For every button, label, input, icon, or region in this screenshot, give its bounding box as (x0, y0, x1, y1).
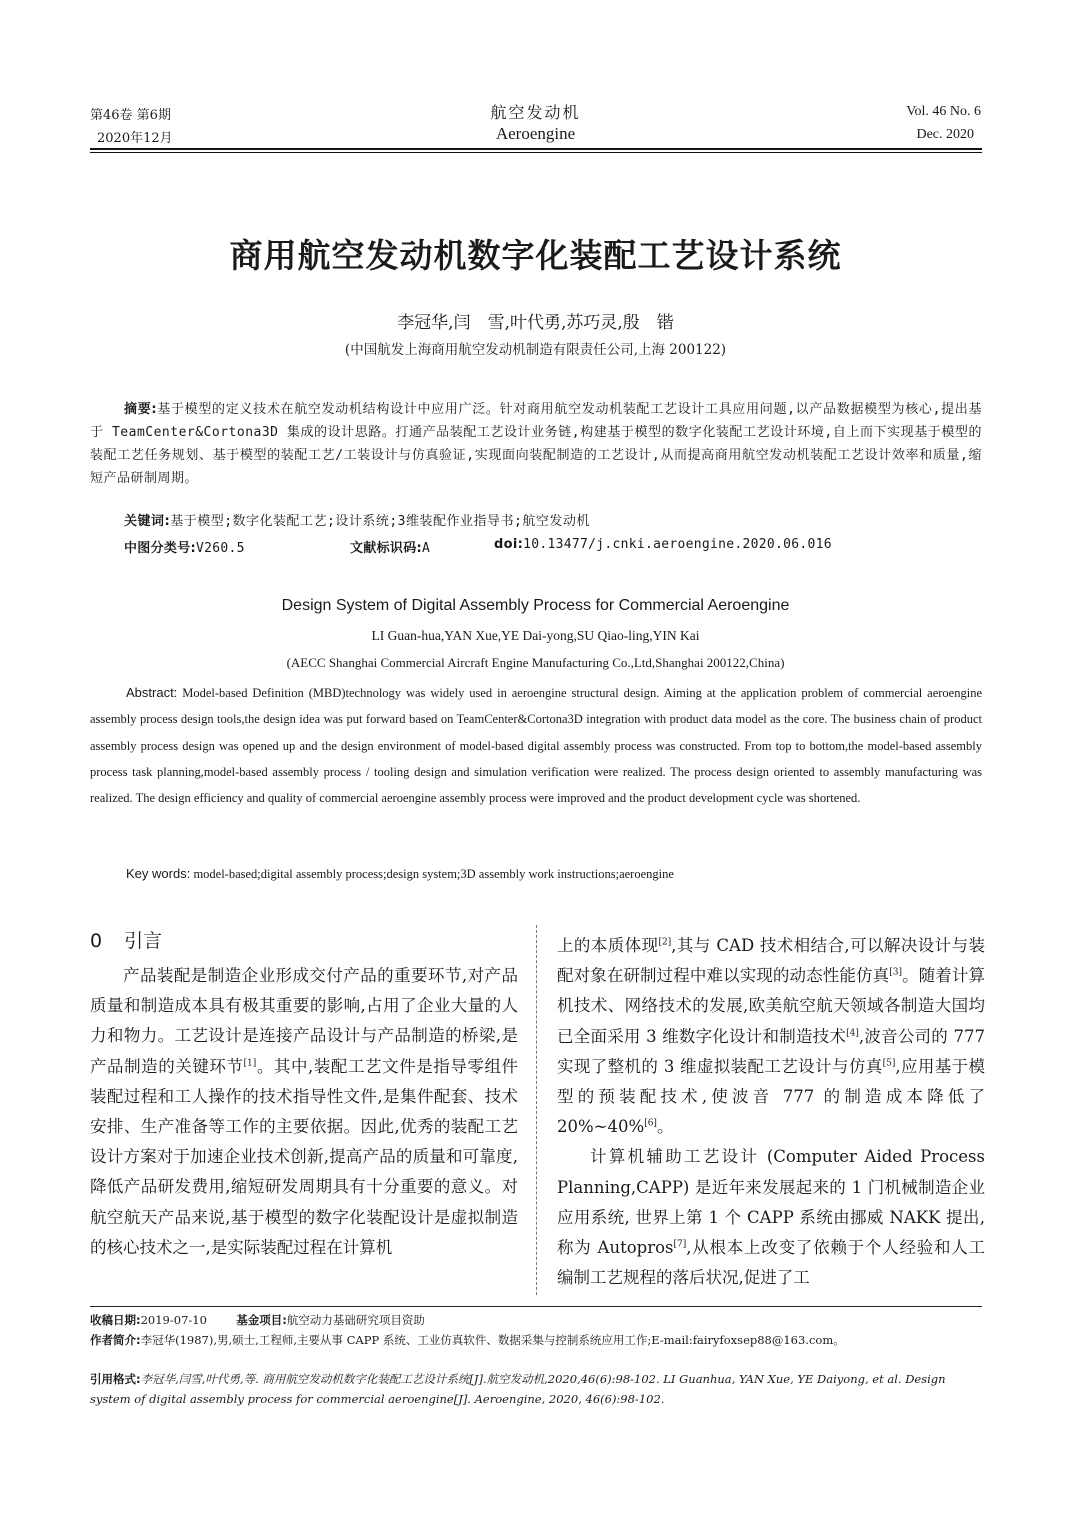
received-value: 2019-07-10 (140, 1313, 207, 1327)
section-number: 0 (90, 930, 103, 952)
journal-volume-issue: 第46卷 第6期 (90, 108, 171, 123)
footnote-citation (90, 1369, 982, 1409)
footnote-rule (90, 1306, 982, 1307)
journal-date-en: Dec. 2020 (916, 127, 974, 142)
author-affiliation: (中国航发上海商用航空发动机制造有限责任公司,上海 200122) (344, 342, 727, 358)
paragraph-text: ,其与 CAD 技术相结合,可以解决设计与装配对象在研制过程中难以实现的动态性能仿真 (557, 936, 985, 986)
clc-label: 中图分类号: (124, 541, 196, 556)
citation-format-label: 引用格式: (90, 1372, 141, 1386)
doc-code (350, 537, 430, 556)
keywords-cn-label: 关键词: (124, 514, 171, 529)
citation: [3] (889, 967, 902, 978)
keywords-cn (124, 510, 590, 529)
left-column (90, 961, 518, 1263)
paragraph-text: ,应用基于模型的预装配技术,使波音 777 的制造成本降低了 20%~40% (557, 1056, 985, 1137)
paragraph-text: 计算机辅助工艺设计 (Computer Aided Process Planning,CAPP) 是近年来发展起来的 1 门机械制造企业应用系统, 世界上第 1 个 CAPP 系统由挪威 NAKK 提出,称为 Autopros (557, 1147, 985, 1258)
author-bio-value: 李冠华(1987),男,硕士,工程师,主要从事 CAPP 系统、工业仿真软件、数据采集与控制系统应用工作;E-mail:fairyfoxsep88@163.com。 (140, 1333, 845, 1347)
citation: [6] (644, 1118, 657, 1129)
right-column (557, 931, 985, 1293)
section-title: 引言 (124, 930, 163, 952)
abstract-en-label: Abstract: (126, 685, 178, 700)
abstract-cn-label: 摘要: (124, 402, 158, 417)
keywords-en (126, 866, 674, 882)
paper-title: 商用航空发动机数字化装配工艺设计系统 (229, 236, 842, 275)
abstract-cn (90, 398, 982, 490)
journal-name-en: Aeroengine (495, 124, 576, 143)
doc-code-label: 文献标识码: (350, 541, 422, 556)
keywords-en-text: model-based;digital assembly process;design system;3D assembly work instructions;aeroengine (193, 867, 674, 881)
citation: [1] (243, 1058, 257, 1069)
citation: [5] (882, 1058, 896, 1069)
header-rule-thick (90, 148, 982, 150)
doi (494, 537, 832, 552)
doc-code-value: A (422, 541, 431, 556)
clc-value: V260.5 (196, 541, 245, 556)
paragraph-text: 上的本质体现 (557, 936, 659, 955)
classification-line (124, 537, 982, 556)
journal-volume-en: Vol. 46 No. 6 (906, 104, 981, 119)
abstract-en (90, 680, 982, 811)
doi-label: doi: (494, 537, 524, 552)
paper-title-en: Design System of Digital Assembly Process for Commercial Aeroengine (281, 597, 790, 614)
paragraph-text: 产品装配是制造企业形成交付产品的重要环节,对产品质量和制造成本具有极其重要的影响,占用了企业大量的人力和物力。工艺设计是连接产品设计与产品制造的桥梁,是产品制造的关键环节 (90, 966, 518, 1076)
paragraph-text: 。 (656, 1117, 674, 1137)
author-list-en: LI Guan-hua,YAN Xue,YE Dai-yong,SU Qiao-ling,YIN Kai (371, 628, 700, 643)
footnote-received-fund (90, 1310, 982, 1330)
paragraph-text: 。随着计算机技术、网络技术的发展,欧美航空航天领域各制造大国均已全面采用 3 维数字化设计和制造技术 (557, 966, 986, 1046)
author-affiliation-en: (AECC Shanghai Commercial Aircraft Engine Manufacturing Co.,Ltd,Shanghai 200122,China) (286, 655, 785, 670)
author-list: 李冠华,闫 雪,叶代勇,苏巧灵,殷 锴 (397, 313, 674, 333)
journal-date: 2020年12月 (97, 131, 173, 146)
fund-label: 基金项目: (236, 1313, 287, 1327)
citation: [7] (673, 1239, 687, 1250)
keywords-en-label: Key words: (126, 866, 191, 881)
paragraph (557, 1142, 985, 1293)
journal-name-cn: 航空发动机 (490, 103, 581, 122)
author-bio-label: 作者简介: (90, 1333, 141, 1347)
citation: [2] (658, 937, 672, 948)
section-heading (90, 926, 162, 953)
doi-value: 10.13477/j.cnki.aeroengine.2020.06.016 (523, 537, 832, 552)
citation: [4] (846, 1028, 859, 1039)
column-divider (536, 925, 537, 1295)
paragraph-text: ,波音公司的 777 实现了整机的 3 维虚拟装配工艺设计与仿真 (557, 1026, 985, 1076)
footnote-author-bio (90, 1330, 982, 1350)
paragraph-text: 。其中,装配工艺文件是指导零组件装配过程和工人操作的技术指导性文件,是集件配套、技术安排、生产准备等工作的主要依据。因此,优秀的装配工艺设计方案对于加速企业技术创新,提高产品的质量和可靠度,降低产品研发费用,缩短研发周期具有十分重要的意义。对航空航天产品来说,基于模型的数字化装配设计是虚拟制造的核心技术之一,是实际装配过程在计算机 (90, 1056, 519, 1257)
paragraph (557, 931, 985, 1142)
abstract-en-text: Model-based Definition (MBD)technology was widely used in aeroengine structural design. Aiming at the application problem of commercial aeroengine assembly process design tools,the design idea was put forward based on TeamCenter&Cortona3D integration with product data model as the core. The business chain of product assembly process design was opened up and the design environment of model-based digital assembly process was constructed. From top to bottom,the model-based assembly process task planning,model-based assembly process / tooling design and simulation verification were realized. The process design oriented to assembly manufacturing was realized. The design efficiency and quality of commercial aeroengine assembly process were improved and the product development cycle was shortened. (90, 686, 982, 806)
fund-value: 航空动力基础研究项目资助 (286, 1313, 425, 1327)
abstract-cn-text: 基于模型的定义技术在航空发动机结构设计中应用广泛。针对商用航空发动机装配工艺设计工具应用问题,以产品数据模型为核心,提出基于 TeamCenter&Cortona3D 集成的设计思路。打通产品装配工艺设计业务链,构建基于模型的数字化装配工艺设计环境,自上而下实现基于模型的装配工艺任务规划、基于模型的装配工艺/工装设计与仿真验证,实现面向装配制造的工艺设计,从而提高商用航空发动机装配工艺设计效率和质量,缩短产品研制周期。 (90, 402, 983, 486)
citation-format-value: 李冠华,闫雪,叶代勇,等. 商用航空发动机数字化装配工艺设计系统[J].航空发动机,2020,46(6):98-102. LI Guanhua, YAN Xue, YE Daiyong, et al. Design system of digital assembly process for commercial aeroengine[J]. Aeroengine, 2020, 46(6):98-102. (90, 1372, 946, 1406)
keywords-cn-text: 基于模型;数字化装配工艺;设计系统;3维装配作业指导书;航空发动机 (170, 514, 590, 529)
paragraph-text: ,从根本上改变了依赖于个人经验和人工编制工艺规程的落后状况,促进了工 (557, 1238, 985, 1288)
paragraph (90, 961, 518, 1263)
header-rule-thin (90, 152, 982, 153)
received-label: 收稿日期: (90, 1313, 141, 1327)
